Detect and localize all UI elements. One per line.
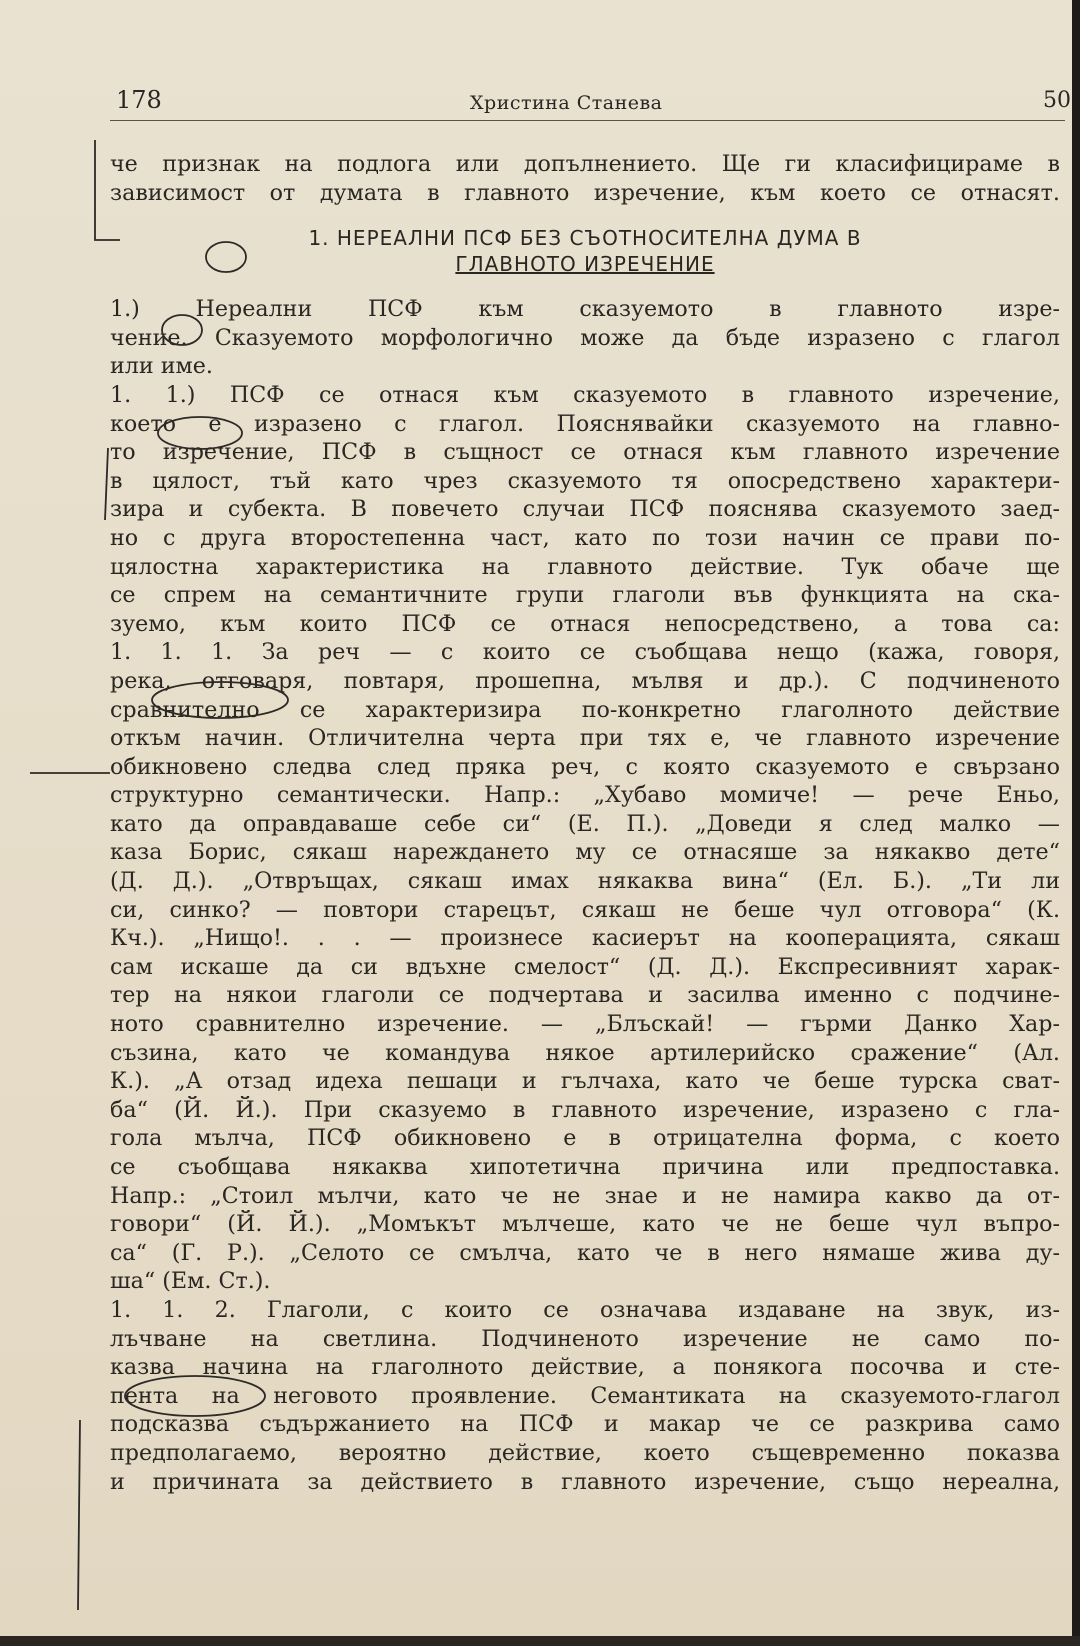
text-line: са“ (Г. Р.). „Селото се смълча, като че в него нямаше жива ду- (110, 1239, 1060, 1266)
text-line: като да оправдаваше себе си“ (Е. П.). „Доведи я след малко — (110, 810, 1060, 837)
page-number: 178 (116, 86, 162, 114)
text-line: ба“ (Й. Й.). При сказуемо в главното изречение, изразено с гла- (110, 1096, 1060, 1123)
text-line: предполагаемо, вероятно действие, което същевременно показва (110, 1439, 1060, 1466)
text-line: казва начина на глаголното действие, а понякога посочва и сте- (110, 1354, 1060, 1381)
text-line: гола мълча, ПСФ обикновено е в отрицателна форма, с което (110, 1125, 1060, 1152)
text-line: зуемо, към които ПСФ се отнася непосредствено, а това са: (110, 610, 1060, 637)
text-line: или име. (110, 353, 213, 380)
text-line: ша“ (Ем. Ст.). (110, 1268, 271, 1295)
text-line: каза Борис, сякаш нареждането му се отнасяше за някакво дете“ (110, 839, 1060, 866)
page-edge-shadow (1072, 0, 1080, 1646)
text-line: което е изразено с глагол. Пояснявайки сказуемото на главно- (110, 410, 1060, 437)
text-line: то изречение, ПСФ в същност се отнася към главното изречение (110, 439, 1060, 466)
text-line: но с друга второстепенна част, като по този начин се прави по- (110, 524, 1060, 551)
text-line: се спрем на семантичните групи глаголи във функцията на ска- (110, 582, 1060, 609)
text-line: Кч.). „Нищо!. . . — произнесе касиерът на кооперацията, сякаш (110, 925, 1060, 952)
text-line: подсказва съдържанието на ПСФ и макар че се разкрива само (110, 1411, 1060, 1438)
text-line: ното сравнително изречение. — „Блъскай! — гърми Данко Хар- (110, 1011, 1060, 1038)
text-line: си, синко? — повтори старецът, сякаш не беше чул отговора“ (К. (110, 896, 1060, 923)
text-line: лъчване на светлина. Подчиненото изречение не само по- (110, 1325, 1060, 1352)
text-line: се съобщава някаква хипотетична причина или предпоставка. (110, 1154, 1060, 1180)
text-line: сам искаше да си вдъхне смелост“ (Д. Д.). Експресивният харак- (110, 953, 1060, 980)
running-title: Христина Станева (470, 92, 663, 114)
text-line: тер на някои глаголи се подчертава и засилва именно с подчине- (110, 982, 1060, 1009)
text-line: че признак на подлога или допълнението. Ще ги класифицираме в (110, 151, 1060, 177)
text-line: зира и субекта. В повечето случаи ПСФ пояснява сказуемото заед- (110, 496, 1060, 523)
text-line: структурно семантически. Напр.: „Хубаво момиче! — рече Еньо, (110, 782, 1060, 809)
text-line: К.). „А отзад идеха пешаци и гълчаха, като че беше турска сват- (110, 1068, 1060, 1095)
heading-line: 1. НЕРЕАЛНИ ПСФ БЕЗ СЪОТНОСИТЕЛНА ДУМА В (308, 226, 862, 251)
text-line: пента на неговото проявление. Семантиката на сказуемото-глагол (110, 1382, 1060, 1409)
text-line: в цялост, тъй като чрез сказуемото тя опосредствено характери- (110, 467, 1060, 494)
page-bottom-edge (0, 1636, 1080, 1646)
text-line: 1. 1. 2. Глаголи, с които се означава издаване на звук, из- (110, 1296, 1060, 1323)
running-head (110, 86, 1071, 121)
text-line: говори“ (Й. Й.). „Момъкът мълчеше, като че не беше чул въпро- (110, 1211, 1060, 1238)
text-line: (Д. Д.). „Отвръщах, сякаш имах някаква вина“ (Ел. Б.). „Ти ли (110, 868, 1060, 895)
subsection-title-line: 1.) Нереални ПСФ към сказуемото в главното изре- (110, 296, 1060, 323)
heading-line: ГЛАВНОТО ИЗРЕЧЕНИЕ (455, 252, 715, 277)
text-line: зависимост от думата в главното изречение, към което се отнасят. (110, 179, 1060, 206)
text-line: откъм начин. Отличителна черта при тях е, че главното изречение (110, 725, 1060, 752)
text-line: съзина, като че командува някое артилерийско сражение“ (Ал. (110, 1039, 1060, 1066)
text-line: и причината за действието в главното изречение, също нереална, (110, 1468, 1060, 1495)
text-line: 1. 1. 1. За реч — с които се съобщава нещо (кажа, говоря, (110, 639, 1060, 666)
adjacent-page-number: 50 (1043, 88, 1071, 113)
text-body (110, 150, 1060, 1496)
text-line: обикновено следва след пряка реч, с която сказуемото е свързано (110, 753, 1060, 780)
text-line: река, отговаря, повтаря, прошепна, мълвя и др.). С подчиненото (110, 667, 1060, 694)
section-heading (110, 225, 1060, 277)
text-line: цялостна характеристика на главното действие. Тук обаче ще (110, 553, 1060, 580)
text-line: сравнително се характеризира по-конкретно глаголното действие (110, 696, 1060, 723)
text-line: 1. 1.) ПСФ се отнася към сказуемото в главното изречение, (110, 381, 1060, 408)
text-line: чение. Сказуемото морфологично може да бъде изразено с глагол (110, 324, 1060, 351)
text-line: Напр.: „Стоил мълчи, като че не знае и не намира какво да от- (110, 1182, 1060, 1209)
